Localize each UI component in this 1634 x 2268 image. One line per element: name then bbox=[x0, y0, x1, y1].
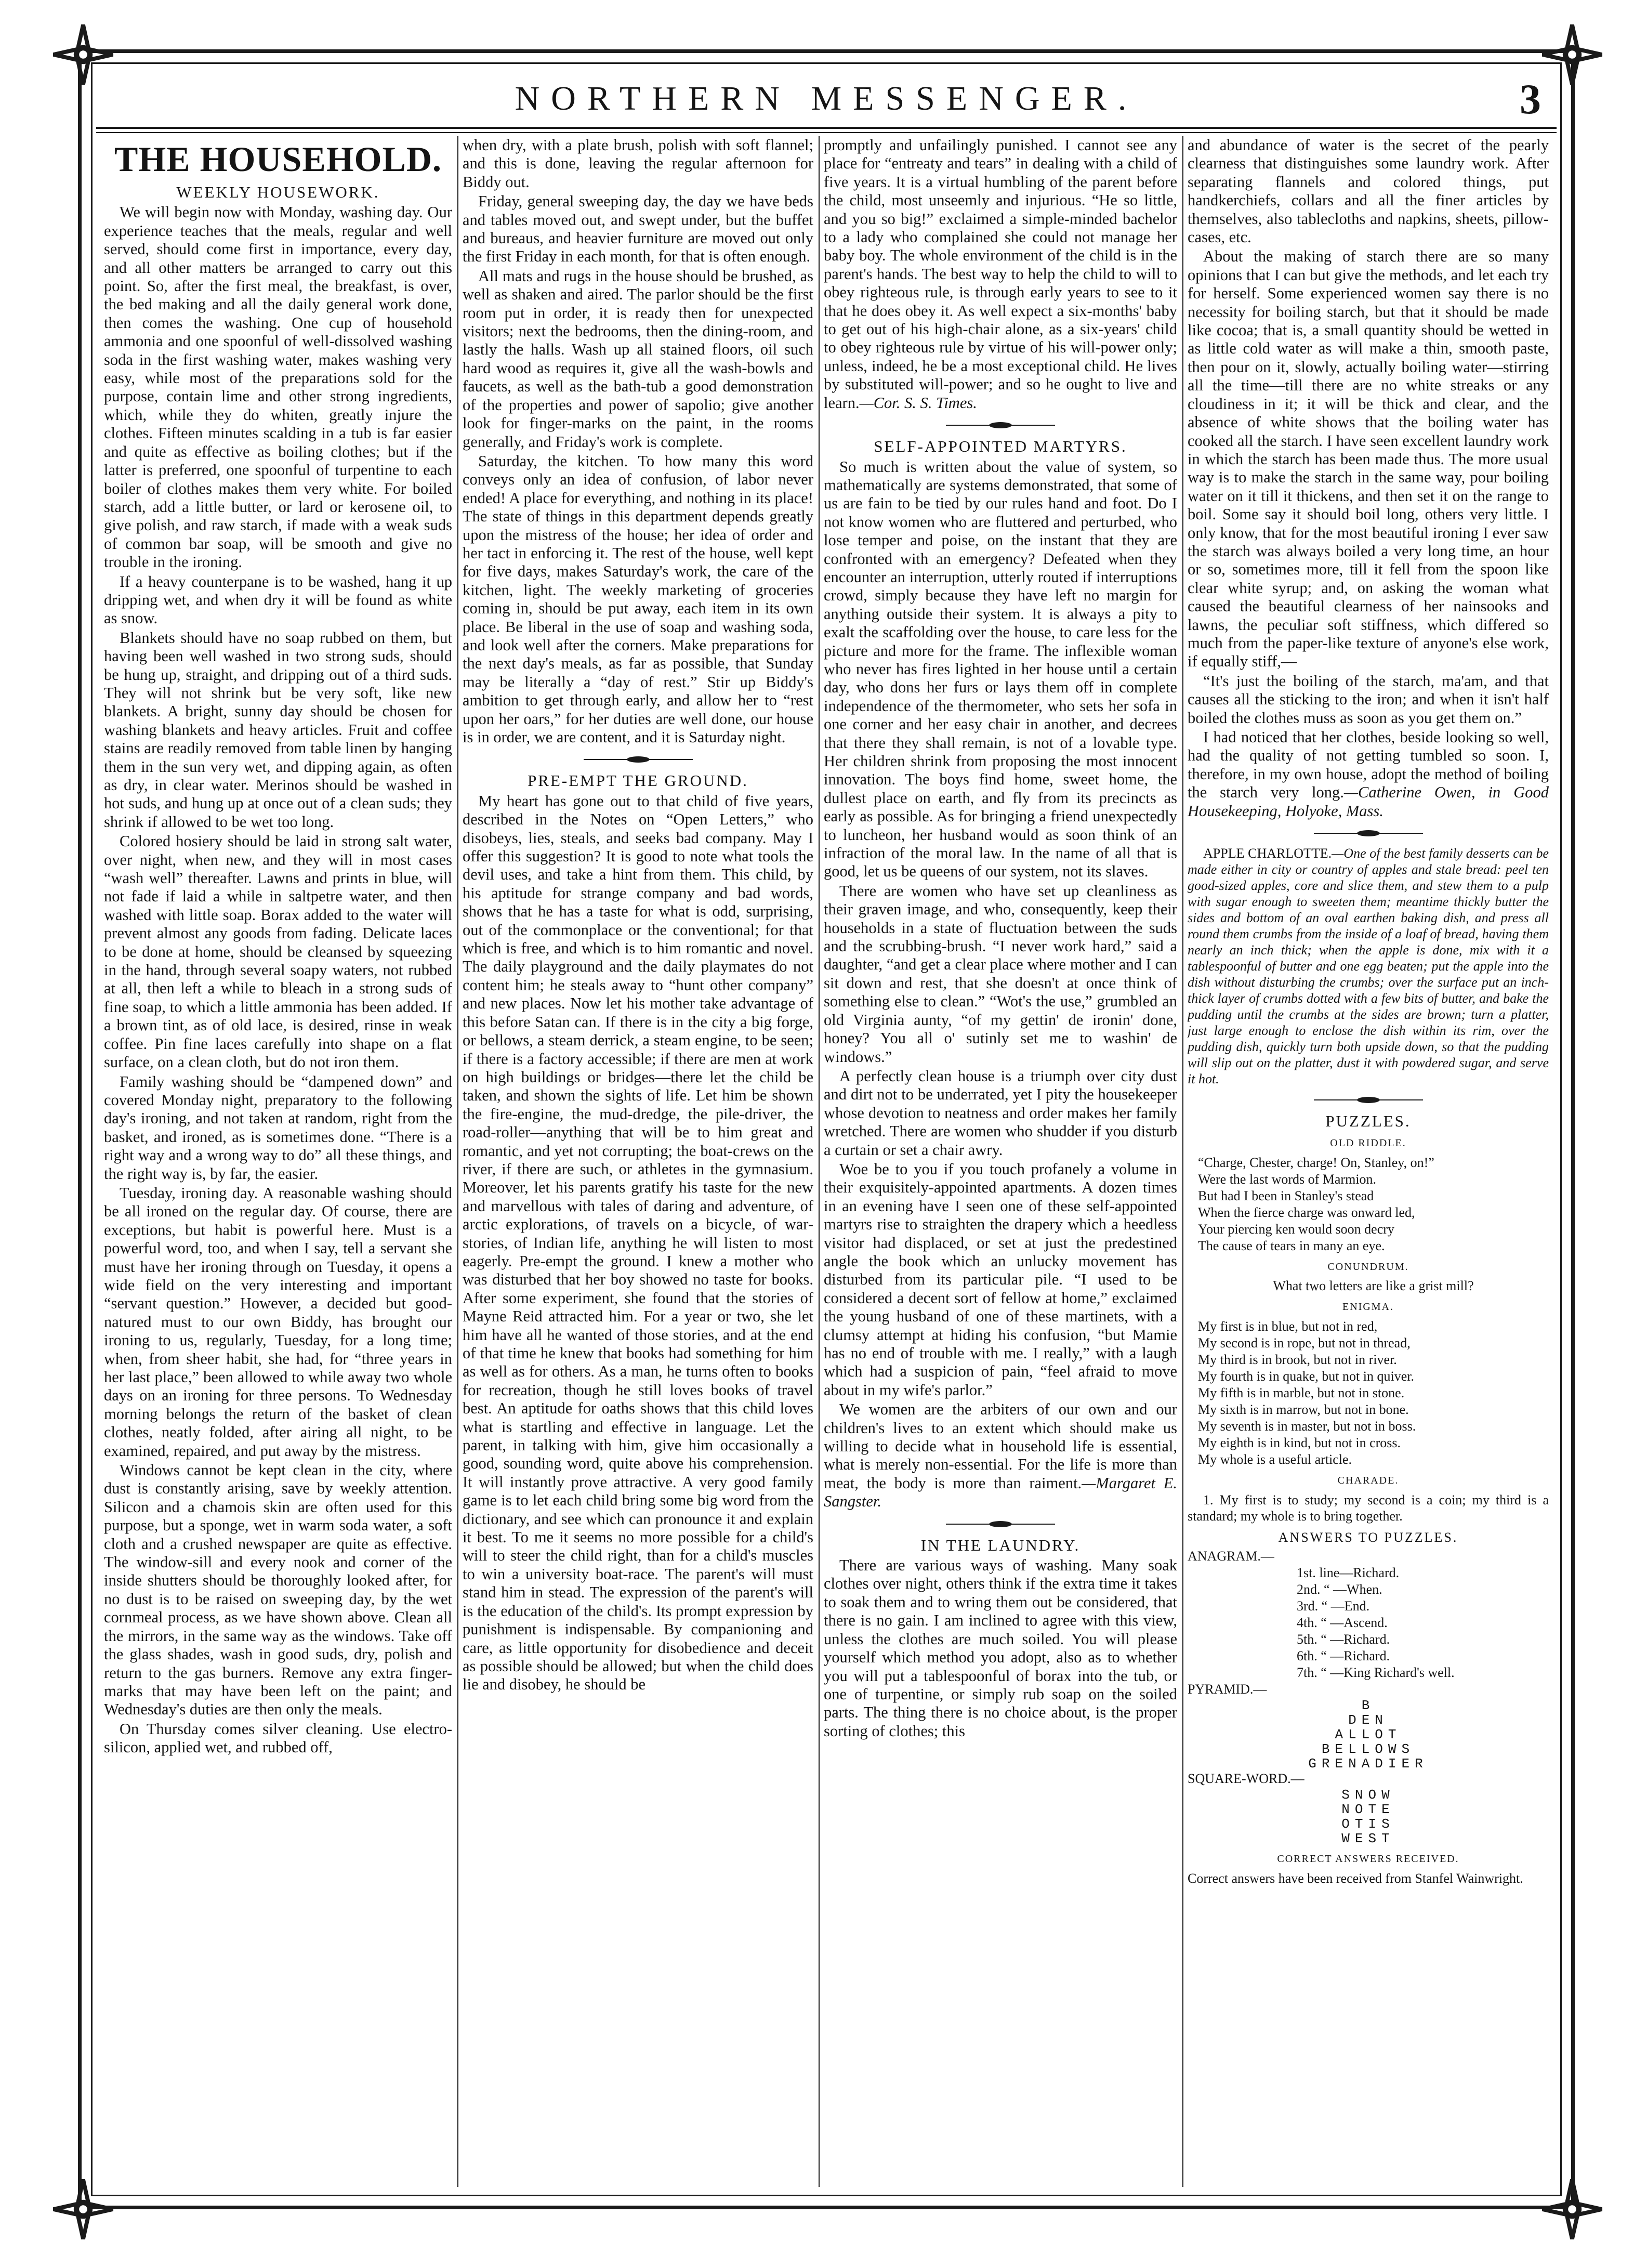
paragraph: Blankets should have no soap rubbed on them, but having been well washed in two strong suds, should be hung up, straight, and dripping out of a third suds. They will not shrink but be very soft, like new blankets. A bright, sunny day should be chosen for washing blankets and heavy articles. Fruit and coffee stains are readily removed from table linen by hanging them in the sun very wet, and dipping again, as often as dry, in clear water. Merinos should be washed in hot suds, and hung up at once out of a clean suds; they shrink if allowed to be wet too long. bbox=[104, 628, 452, 831]
anagram-answer: 6th. “ —Richard. bbox=[1297, 1648, 1390, 1664]
column-divider bbox=[819, 136, 820, 2187]
conundrum-title: CONUNDRUM. bbox=[1327, 1261, 1409, 1273]
paragraph: Colored hosiery should be laid in strong salt water, over night, when new, and they will in most cases “wash well” thereafter. Lawns and prints in blue, will not fade if laid a while in saltpetre water, and then washed with little soap. Borax added to the water will prevent almost any goods from fading. Delicate laces to be done at home, should be cleansed by squeezing in the hand, through several soapy waters, not rubbed at all, then left a while to bleach in a strong suds of fine soap, to which a little ammonia has been added. If a brown tint, as of old lace, is desired, rinse in weak coffee. Pin fine laces carefully into shape on a flat surface, on a clean cloth, but do not iron them. bbox=[104, 832, 452, 1071]
source-credit: —Cor. S. S. Times. bbox=[859, 394, 977, 412]
riddle-line: When the fierce charge was onward led, bbox=[1198, 1204, 1415, 1220]
pyramid-answer bbox=[1188, 1698, 1549, 1771]
masthead-rule bbox=[96, 132, 1557, 133]
paragraph: Family washing should be “dampened down” and covered Monday night, preparatory to the following day's ironing, and not taken at random, right from the basket, and ironed, as is sometimes done. “There is a right way and a wrong way to do” all these things, and the right way is, by far, the easier. bbox=[104, 1072, 452, 1183]
riddle-line: But had I been in Stanley's stead bbox=[1198, 1188, 1374, 1203]
riddle-title: OLD RIDDLE. bbox=[1330, 1137, 1406, 1149]
paragraph: A perfectly clean house is a triumph over city dust and dirt not to be underrated, yet I pity the housekeeper whose devotion to neatness and order makes her family wretched. There are women who shudder if you disturb a curtain or set a chair awry. bbox=[824, 1067, 1177, 1159]
paragraph: My heart has gone out to that child of five years, described in the Notes on “Open Letters,” who disobeys, lies, steals, and seeks bad company. May I offer this suggestion? It is good to note what tools the devil uses, and take a hint from them. This child, by his aptitude for strange company and bad words, shows that he has a taste for what is odd, surprising, out of the commonplace or the conventional; for that which is free, and which is to him romantic and novel. The daily playground and the daily playmates do not content him; he steals away to “hunt other company” and new places. Now let his mother take advantage of this before Satan can. If there is in the city a big forge, or bellows, a steam derrick, a steam engine, to be seen; if there is a factory accessible; if there are men at work on high buildings or bridges—there let the child be taken, and shown the sights of life. Let him be shown the fire-engine, the mud-dredge, the pile-driver, the road-roller—anything that will be to him great and romantic, and yet not corrupting; the boat-crews on the river, if there are such, or athletes in the gymnasium. Moreover, let his parents gratify his taste for the new and marvellous with tales of daring and adventure, of arctic explorations, of travels on a bicycle, of war-stories, of Indian life, anything he will listen to most eagerly. Pre-empt the ground. I knew a mother who was disturbed that her boy showed no taste for books. After some experiment, she found that the stories of Mayne Reid attracted him. For a year or two, she let him have all he wanted of those stories, and at the end of that time he knew that books had something for him as well as for others. As a man, he turns often to books for recreation, though he still loves books of travel best. An aptitude for oaths shows that this child loves what is startling and effective in language. Let the parent, in talking with him, give him occasionally a good, sounding word, quite above his comprehension. It will instantly prove attractive. A very good family game is to let each child bring some big word from the dictionary, and see which can pronounce it and explain it best. To me it seems no more possible for a child's will to steer the child right, than for a child's muscles to win a university boat-race. The parent's will must stand him in stead. The expression of the parent's will is the education of the child's. Its prompt expression by punishment is indispensable. By companioning and care, as little opportunity for disobedience and deceit as possible should be allowed; but when the child does lie and disobey, he should be bbox=[463, 792, 813, 1694]
enigma-line: My third is in brook, but not in river. bbox=[1198, 1352, 1397, 1367]
pyramid-row: ALLOT bbox=[1335, 1727, 1402, 1743]
enigma-line: My fifth is in marble, but not in stone. bbox=[1198, 1385, 1405, 1400]
anagram-answer: 5th. “ —Richard. bbox=[1297, 1632, 1390, 1647]
section-title: THE HOUSEHOLD. bbox=[114, 139, 442, 179]
masthead bbox=[96, 72, 1557, 129]
anagram-label: ANAGRAM.— bbox=[1188, 1549, 1274, 1564]
column-4 bbox=[1188, 136, 1549, 2190]
paragraph: Friday, general sweeping day, the day we have beds and tables moved out, and swept under, but the buffet and bureaus, and heavier furniture are moved out only the first Friday in each month, for that is often enough. bbox=[463, 192, 813, 266]
separator-ornament-icon bbox=[1314, 1096, 1423, 1104]
riddle-line: The cause of tears in many an eye. bbox=[1198, 1238, 1385, 1253]
separator-ornament-icon bbox=[1314, 830, 1423, 837]
separator-ornament-icon bbox=[584, 756, 693, 763]
charade-text: 1. My first is to study; my second is a coin; my third is a standard; my whole is to bring together. bbox=[1188, 1492, 1549, 1524]
enigma-line: My fourth is in quake, but not in quiver. bbox=[1198, 1368, 1414, 1384]
paragraph: Saturday, the kitchen. To how many this word conveys only an idea of confusion, of labor never ended! A place for everything, and nothing in its place! The state of things in this department depends greatly upon the mistress of the house; her idea of order and her tact in enforcing it. The rest of the house, well kept for five days, makes Saturday's work, the care of the kitchen, light. The weekly marketing of groceries coming in, should be put away, each item in its own place. Be liberal in the use of soap and washing soda, and look well after the corners. Make preparations for the next day's meals, as far as possible, that Sunday may be literally a “day of rest.” Stir up Biddy's ambition to get through early, and allow her to “rest upon her oars,” for her duties are well done, our house is in order, we are content, and it is Saturday night. bbox=[463, 452, 813, 746]
pyramid-row: BELLOWS bbox=[1321, 1741, 1415, 1758]
paragraph-text: promptly and unfailingly punished. I cannot see any place for “entreaty and tears” in dealing with a child of five years. It is a virtual humbling of the parent before the child, most unseemly and injurious. “He so little, and you so big!” exclaimed a simple-minded bachelor to a lady who complained she could not manage her baby boy. The whole environment of the child is in the parent's hands. The best way to help the child to will to obey righteous rule, is through early years to see to it that he does obey it. As well expect a six-months' baby to get out of his high-chair alone, as a six-years' child to obey righteous rule by virtue of his will-power only; unless, indeed, he be a most exceptional child. He lives by substituted will-power; and so he ought to live and learn. bbox=[824, 136, 1177, 412]
riddle-line: Your piercing ken would soon decry bbox=[1198, 1221, 1394, 1237]
article-title: PRE-EMPT THE GROUND. bbox=[528, 771, 748, 790]
paragraph: “It's just the boiling of the starch, ma'am, and that causes all the sticking to the iron; and when it isn't half boiled the clothes muss as soon as you get them on.” bbox=[1188, 672, 1549, 727]
riddle-line: “Charge, Chester, charge! On, Stanley, on!” bbox=[1198, 1155, 1434, 1170]
square-row: WEST bbox=[1341, 1831, 1395, 1847]
pyramid-row: DEN bbox=[1348, 1712, 1388, 1728]
charade-title: CHARADE. bbox=[1337, 1474, 1399, 1486]
paragraph: when dry, with a plate brush, polish with soft flannel; and this is done, leaving the regular afternoon for Biddy out. bbox=[463, 136, 813, 191]
recipe-title: APPLE CHARLOTTE. bbox=[1203, 846, 1332, 861]
paragraph bbox=[824, 1400, 1177, 1511]
puzzles-title: PUZZLES. bbox=[1325, 1112, 1411, 1131]
article-title: WEEKLY HOUSEWORK. bbox=[176, 183, 380, 201]
column-1 bbox=[104, 136, 452, 2190]
paragraph-text: I had noticed that her clothes, beside looking so well, had the quality of not getting tumbled so soon. I, therefore, in my own house, adopt the method of boiling the starch very long. bbox=[1188, 728, 1549, 802]
paragraph: On Thursday comes silver cleaning. Use electro-silicon, applied wet, and rubbed off, bbox=[104, 1720, 452, 1756]
column-divider bbox=[1182, 136, 1183, 2187]
paragraph: and abundance of water is the secret of the pearly clearness that distinguishes some laundry work. After separating flannels and colored things, put handkerchiefs, collars and all the finer articles by themselves, also tablecloths and napkins, sheets, pillow-cases, etc. bbox=[1188, 136, 1549, 246]
paragraph-text: We women are the arbiters of our own and our children's lives to an extent which should make us willing to decide what in household life is essential, what is merely non-essential. For the life is more than meat, the body is more than raiment. bbox=[824, 1400, 1177, 1492]
article-title: IN THE LAUNDRY. bbox=[920, 1536, 1080, 1554]
paragraph: There are various ways of washing. Many soak clothes over night, others think if the extra time it takes to soak them and to wring them out be considered, that there is no gain. I am inclined to agree with this view, unless the clothes are much soiled. You will please yourself which method you adopt, also as to whether you will put a tablespoonful of borax into the tub, or one of turpentine, or simply rub soap on the soiled parts. The thing there is no choice about, is the proper sorting of clothes; this bbox=[824, 1556, 1177, 1740]
anagram-answer: 1st. line—Richard. bbox=[1297, 1565, 1400, 1581]
square-row: OTIS bbox=[1341, 1816, 1395, 1832]
source-credit: —Catherine Owen, in Good Housekeeping, Holyoke, Mass. bbox=[1188, 783, 1549, 820]
enigma-line: My eighth is in kind, but not in cross. bbox=[1198, 1435, 1401, 1450]
paragraph: About the making of starch there are so many opinions that I can but give the methods, and let each try for herself. Some experienced women say there is no necessity for boiling starch, but that it should be made like cocoa; that is, a small quantity should be wetted in as little cold water as will make a thin, smooth paste, then pour on it, slowly, actually boiling water—stirring all the time—till there are no white streaks or any cloudiness in it; it will be thick and clear, and the absence of white shows that the boiling water has cooked all the starch. I have seen excellent laundry work in which the starch has been made thus. The more usual way is to make the starch in the same way, pour boiling water on it till it thickens, and then set it on the range to boil. Some say it should boil long, others very little. I only know, that for the most beautiful ironing I ever saw the starch was always boiled a very long time, an hour or so, sometimes more, till it fell from the spoon like clear white syrup; and, on asking the woman what caused the beautiful clearness of her nainsooks and lawns, the peculiar soft stiffness, which differed so much from the paper-like texture of anyone's else work, if equally stiff,— bbox=[1188, 247, 1549, 671]
correct-answers-text: Correct answers have been received from Stanfel Wainwright. bbox=[1188, 1870, 1523, 1886]
paragraph: Woe be to you if you touch profanely a volume in their exquisitely-appointed apartments. A dozen times in an evening have I seen one of these self-appointed martyrs rise to straighten the drapery which a heedless visitor had displaced, or set at just the predestined angle the book which an unlucky movement has disturbed from its particular pile. “I used to be considered a decent sort of fellow at home,” exclaimed the young husband of one of these martinets, with a clumsy attempt at hiding his confusion, “but Mamie has no end of trouble with me. I really,” with a laugh which had a suspicion of pain, “feel afraid to move about in my wife's parlor.” bbox=[824, 1160, 1177, 1399]
paragraph bbox=[824, 136, 1177, 412]
enigma-title: ENIGMA. bbox=[1342, 1301, 1394, 1313]
pyramid-row: B bbox=[1361, 1698, 1375, 1714]
square-row: SNOW bbox=[1341, 1787, 1395, 1803]
paragraph: We will begin now with Monday, washing day. Our experience teaches that the meals, regular and well served, should come first in importance, every day, and all other matters be arranged to carry out this point. So, after the first meal, the breakfast, is over, the bed making and all the daily general work done, then comes the washing. One cup of household ammonia and one spoonful of well-dissolved washing soda in the first washing water, makes washing very easy, while most of the preparations sold for the purpose, contain lime and other strong ingredients, which, while they do whiten, greatly injure the clothes. Fifteen minutes scalding in a tub is far easier and quite as effective as boiling clothes; but if the latter is preferred, one spoonful of turpentine to each boiler of clothes makes them very white. For boiled starch, add a little butter, or lard or kerosene oil, to give polish, and raw starch, if made with a weak suds of common bar soap, will be smooth and give no trouble in the ironing. bbox=[104, 203, 452, 571]
anagram-answer: 3rd. “ —End. bbox=[1297, 1598, 1370, 1614]
newspaper-title: NORTHERN MESSENGER. bbox=[515, 80, 1138, 117]
paragraph: There are women who have set up cleanliness as their graven image, and who, consequently, keep their households in a state of fluctuation between the suds and the scrubbing-brush. “I never work hard,” said a daughter, “and get a clear place where mother and I can sit down and rest, that she doesn't at once think of something else to clean.” “Wot's the use,” grumbled an old Virginia aunty, “of my gettin' de ironin' done, honey? You all o' sutinly set me to washin' de windows.” bbox=[824, 882, 1177, 1066]
enigma-line: My first is in blue, but not in red, bbox=[1198, 1318, 1378, 1334]
square-row: NOTE bbox=[1341, 1802, 1395, 1818]
riddle-line: Were the last words of Marmion. bbox=[1198, 1171, 1377, 1187]
square-word-answer bbox=[1188, 1788, 1549, 1846]
paragraph: All mats and rugs in the house should be brushed, as well as shaken and aired. The parlor should be the first room put in order, it is ready then for unexpected visitors; next the bedrooms, then the dining-room, and lastly the halls. Wash up all stained floors, oil such hard wood as requires it, give all the wash-bowls and faucets, as well as the bath-tub a good demonstration of the properties and power of sapolio; give another look for finger-marks on the paint, in the rooms generally, and Friday's work is complete. bbox=[463, 267, 813, 451]
column-divider bbox=[457, 136, 458, 2187]
page-number: 3 bbox=[1520, 75, 1541, 123]
column-3 bbox=[824, 136, 1177, 2190]
paragraph: Windows cannot be kept clean in the city, where dust is constantly arising, save by weekly attention. Silicon and a chamois skin are often used for this purpose, but a sponge, wet in warm soda water, a soft cloth and a crushed newspaper are quite as effective. The window-sill and every nook and corner of the inside shutters should be thoroughly looked after, for no dust is to be raised on sweeping day, by the wet cornmeal process, as we have shown above. Clean all the mirrors, in the same way as the windows. Take off the glass shades, wash in good suds, dry, polish and return to the gas burners. Remove any extra finger-marks that may have been left on the paint; and Wednesday's duties are then only the meals. bbox=[104, 1461, 452, 1719]
anagram-answer: 7th. “ —King Richard's well. bbox=[1297, 1665, 1455, 1681]
article-title: SELF-APPOINTED MARTYRS. bbox=[874, 437, 1127, 456]
square-word-label: SQUARE-WORD.— bbox=[1188, 1771, 1304, 1787]
enigma-line: My second is in rope, but not in thread, bbox=[1198, 1335, 1411, 1351]
correct-answers-title: CORRECT ANSWERS RECEIVED. bbox=[1277, 1853, 1459, 1865]
conundrum-text: What two letters are like a grist mill? bbox=[1273, 1278, 1474, 1294]
separator-ornament-icon bbox=[946, 422, 1055, 429]
source-credit: —Margaret E. Sangster. bbox=[824, 1474, 1177, 1511]
column-2 bbox=[463, 136, 813, 2190]
enigma-line: My whole is a useful article. bbox=[1198, 1451, 1352, 1467]
anagram-answer: 4th. “ —Ascend. bbox=[1297, 1615, 1388, 1631]
separator-ornament-icon bbox=[946, 1520, 1055, 1528]
enigma-line: My sixth is in marrow, but not in bone. bbox=[1198, 1401, 1409, 1417]
paragraph: If a heavy counterpane is to be washed, hang it up dripping wet, and when dry it will be found as white as snow. bbox=[104, 572, 452, 627]
recipe-text: —One of the best family desserts can be made either in city or country of apples and stale bread: peel ten good-sized apples, core and slice them, and stew them to a pulp with sugar enough to sweeten them; meantime thickly butter the sides and bottom of an oval earthen baking dish, and press all round them crumbs from the inside of a loaf of bread, having them nearly an inch thick; when the apple is done, mix with it a tablespoonful of butter and one egg beaten; put the apple into the dish without disturbing the crumbs; over the surface put an inch-thick layer of crumbs dotted with a few bits of butter, and bake the pudding until the crumbs at the sides are brown; turn a platter, just large enough to enclose the dish within its rim, over the pudding dish, quickly turn both upside down, so that the pudding will slip out on the platter, dust it with powdered sugar, and serve it hot. bbox=[1188, 846, 1549, 1087]
recipe bbox=[1188, 845, 1549, 1087]
paragraph: So much is written about the value of system, so mathematically are systems demonstrated, that some of us are fain to be tied by our rules hand and foot. Do I not know women who are fluttered and perturbed, who lose temper and poise, on the instant that they are confronted with an emergency? Defeated when they encounter an interruption, utterly routed if interruptions crowd, simply because they have left no margin for anything outside their system. It is always a pity to exalt the scaffolding over the house, to care less for the picture and more for the frame. The inflexible woman who never has fires lighted in her house until a certain day, who dons her furs or lays them off in complete independence of the thermometer, who sets her sofa in one corner and her easy chair in another, and decrees that there they shall remain, is not of a lovable type. Her children shrink from proposing the most innocent innovation. The boys find home, sweet home, the dullest place on earth, and fly from its precincts as early as possible. As for bringing a friend unexpectedly to luncheon, her husband would as soon think of an infraction of the moral law. In the name of all that is good, let us be queens of our system, not its slaves. bbox=[824, 457, 1177, 881]
anagram-answer: 2nd. “ —When. bbox=[1297, 1582, 1382, 1597]
answers-title: ANSWERS TO PUZZLES. bbox=[1278, 1530, 1458, 1545]
paragraph bbox=[1188, 728, 1549, 820]
pyramid-label: PYRAMID.— bbox=[1188, 1682, 1267, 1697]
enigma-line: My seventh is in master, but not in boss. bbox=[1198, 1418, 1416, 1434]
pyramid-row: GRENADIER bbox=[1308, 1756, 1428, 1772]
paragraph: Tuesday, ironing day. A reasonable washing should be all ironed on the regular day. Of course, there are exceptions, but habit is powerful here. Must is a powerful word, too, and when I say, tell a servant she must have her ironing through on Tuesday, it opens a wide field on the very interesting and important “servant question.” However, a decided but good-natured must to our own Biddy, has brought our ironing to us, regularly, Tuesday, for a long time; when, from sheer habit, she had, for “three years in her last place,” been allowed to while away two whole days on an ironing for three persons. To Wednesday morning belongs the return of the basket of clean clothes, neatly folded, after airing all night, to be examined, repaired, and put away by the mistress. bbox=[104, 1184, 452, 1460]
